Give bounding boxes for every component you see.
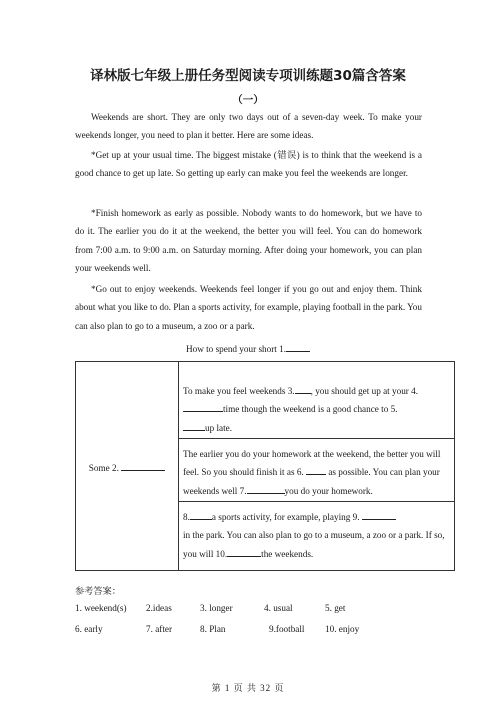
blank-1 bbox=[286, 341, 310, 352]
blank-2 bbox=[121, 460, 165, 471]
paragraph-homework: *Finish homework as early as possible. Nobody wants to do homework, but we have to do it. The earlier you do it at the weekend, the better you will feel. You can do homework from 7:00 a.m. to 9:00 a.m. on Saturday morning. After doing your homework, you can plan your weekends well. bbox=[75, 208, 422, 274]
answer-item: 3. longer bbox=[200, 603, 233, 613]
blank-7 bbox=[247, 483, 285, 494]
task-table bbox=[75, 361, 455, 571]
answer-item: 2.ideas bbox=[146, 603, 172, 613]
paragraph-go-out: *Go out to enjoy weekends. Weekends feel longer if you go out and enjoy them. Think about what you like to do. Plan a sports activity, for example, playing football in the park. You can also plan to go to a museum, a zoo or a park. bbox=[75, 284, 422, 331]
answers-heading: 参考答案： bbox=[75, 586, 121, 596]
section-number: （一） bbox=[232, 95, 264, 106]
answer-item: 8. Plan bbox=[200, 624, 226, 634]
table-row-get-up: To make you feel weekends 3. , you should get up at your 4. time though the weekend is a good chance to 5. up late. bbox=[179, 362, 454, 438]
answer-item: 4. usual bbox=[264, 603, 293, 613]
blank-4 bbox=[183, 401, 223, 412]
answer-item: 5. get bbox=[325, 603, 346, 613]
blank-5 bbox=[183, 420, 205, 431]
table-row-go-out: 8. a sports activity, for example, playing 9. in the park. You can also plan to go to a museum, a zoo or a park. If so, you will 10. the weekends. bbox=[179, 501, 454, 570]
blank-10 bbox=[227, 546, 261, 557]
answer-item: 7. after bbox=[146, 624, 173, 634]
blank-8 bbox=[190, 509, 212, 520]
blank-9 bbox=[362, 509, 396, 520]
table-left-cell: Some 2. bbox=[76, 362, 179, 571]
table-right-cell bbox=[179, 362, 455, 571]
answer-item: 9.football bbox=[269, 624, 305, 634]
paragraph-get-up: *Get up at your usual time. The biggest mistake (错误) is to think that the weekend is a good chance to get up late. So getting up early can make you feel the weekends are longer. bbox=[75, 150, 422, 179]
table-row-homework: The earlier you do your homework at the weekend, the better you will feel. So you should finish it as 6. as possible. You can plan your weekends well 7. you do your homework. bbox=[179, 438, 454, 501]
answer-item: 10. enjoy bbox=[325, 624, 360, 634]
table-caption: How to spend your short 1. bbox=[0, 341, 496, 354]
page-footer: 第 1 页 共 32 页 bbox=[211, 683, 285, 693]
answer-item: 6. early bbox=[75, 624, 103, 634]
paragraph-intro: Weekends are short. They are only two days out of a seven-day week. To make your weekends longer, you need to plan it better. Here are some ideas. bbox=[75, 112, 422, 141]
blank-6 bbox=[306, 464, 326, 475]
blank-3 bbox=[295, 383, 311, 394]
document-title: 译林版七年级上册任务型阅读专项训练题30篇含答案 bbox=[90, 68, 406, 84]
answer-item: 1. weekend(s) bbox=[75, 603, 127, 613]
